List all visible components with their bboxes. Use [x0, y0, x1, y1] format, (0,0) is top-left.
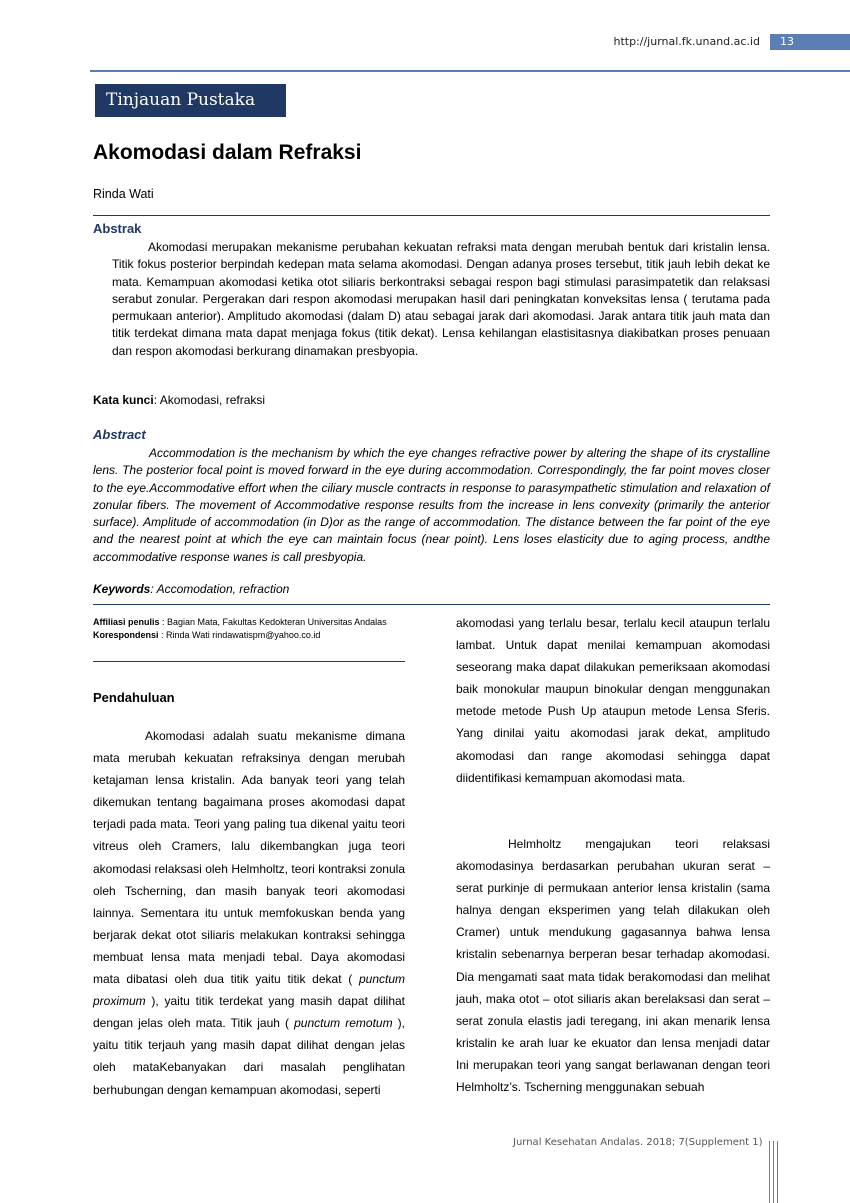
page-number: 13	[770, 34, 850, 50]
keywords-rule	[93, 604, 770, 605]
header-rule	[90, 70, 850, 72]
abstract-heading: Abstract	[93, 427, 146, 442]
pendahuluan-heading: Pendahuluan	[93, 690, 175, 705]
abstract-body	[93, 445, 770, 566]
affiliation-value: : Bagian Mata, Fakultas Kedokteran Universitas Andalas	[159, 617, 387, 627]
keywords-label: Keywords	[93, 582, 151, 596]
abstrak-heading: Abstrak	[93, 221, 142, 236]
paragraph-text: Akomodasi adalah suatu mekanisme dimana mata merubah kekuatan refraksinya dengan merubah ketajaman lensa kristalin. Ada banyak teori yang telah dikemukan tentang bagaimana proses akomodasi dapat terjadi pada mata. Teori yang paling tua dikenal yaitu teori vitreus oleh Cramers, lalu dikembangkan juga teori akomodasi relaksasi oleh Helmholtz, teori kontraksi zonula oleh Tscherning, dan masih banyak teori akomodasi lainnya. Sementara itu untuk memfokuskan benda yang berjarak dekat otot siliaris melakukan kontraksi sehingga membuat lensa mata menjadi tebal. Daya akomodasi mata dibatasi oleh dua titik yaitu titik dekat (	[93, 729, 405, 987]
paragraph-text: Helmholtz mengajukan teori relaksasi akomodasinya berdasarkan perubahan ukuran serat – serat purkinje di permukaan anterior lensa kristalin (sama halnya dengan eksperimen yang telah dilakukan oleh Cramer) untuk mendukung gagasannya bahwa lensa kristalin sebenarnya berperan besar terhadap akomodasi. Dia mengamati saat mata tidak berakomodasi dan melihat jauh, maka otot – otot siliaris akan berelaksasi dan serat – serat zonula elastis jadi teregang, ini akan menarik lensa kristalin ke arah luar ke ekuator dan lensa menjadi datar Ini merupakan teori yang sangat berlawanan dengan teori Helmholtz’s. Tscherning menggunakan sebuah	[456, 837, 770, 1095]
footer-line	[777, 1141, 778, 1203]
italic-term: punctum proximum	[93, 972, 405, 1009]
kata-kunci	[93, 393, 265, 407]
affiliation-label: Affiliasi penulis	[93, 617, 160, 627]
abstract-text: Accommodation is the mechanism by which the eye changes refractive power by altering the shape of its crystalline lens. The posterior focal point is moved forward in the eye during accommodation. Correspondingly, the far point moves closer to the eye.Accommodative effort when the ciliary muscle contracts in response to parasympathetic stimulation and relaxation of zonular fibers. The movement of Accommodative response results from the increase in lens convexity (primarily the anterior surface). Amplitude of accommodation (in D)or as the range of accommodation. The distance between the far point of the eye and the nearest point at which the eye can maintain focus (near point). Lens loses elasticity due to aging process, andthe accommodative response wanes is call presbyopia.	[93, 446, 770, 564]
paragraph-text: ), yaitu titik terdekat yang masih dapat dilihat dengan jelas oleh mata. Titik jauh (	[93, 994, 405, 1031]
kata-kunci-value: : Akomodasi, refraksi	[153, 393, 266, 407]
journal-url[interactable]: http://jurnal.fk.unand.ac.id	[613, 35, 760, 48]
kata-kunci-label: Kata kunci	[93, 393, 154, 407]
keywords	[93, 582, 289, 596]
correspondence-value: : Rinda Wati rindawatispm@yahoo.co.id	[158, 630, 321, 640]
footer-line	[773, 1141, 774, 1203]
paragraph-text: ), yaitu titik terjauh yang masih dapat dilihat dengan jelas oleh mataKebanyakan dari masalah penglihatan berhubungan dengan kemampuan akomodasi, seperti	[93, 1016, 406, 1097]
keywords-value: : Accomodation, refraction	[150, 582, 290, 596]
body-column-left	[93, 725, 405, 1101]
footer-line	[769, 1141, 770, 1203]
correspondence-line	[93, 629, 405, 642]
affiliation-block	[93, 616, 405, 642]
abstrak-text: Akomodasi merupakan mekanisme perubahan kekuatan refraksi mata dengan merubah bentuk dari kristalin lensa. Titik fokus posterior berpindah kedepan mata selama akomodasi. Dengan adanya proses tersebut, titik jauh lebih dekat ke mata. Kemampuan akomodasi ketika otot siliaris berkontraksi sebagai respon bagi stimulasi parasimpatetik dan relaksasi serabut zonular. Pergerakan dari respon akomodasi merupakan hasil dari peningkatan konveksitas lensa ( terutama pada permukaan anterior). Amplitudo akomodasi (dalam D) atau sebagai jarak dari akomodasi. Jarak antara titik jauh mata dan titik terdekat dimana mata dapat menjaga fokus (titik dekat). Lensa kehilangan elastisitasnya diakibatkan proses penuaan dan respon akomodasi berkurang dinamakan presbyopia.	[112, 240, 770, 358]
italic-term: punctum remotum	[294, 1016, 393, 1031]
footer-citation: Jurnal Kesehatan Andalas. 2018; 7(Supplement 1)	[513, 1137, 763, 1148]
correspondence-label: Korespondensi	[93, 630, 159, 640]
section-tag: Tinjauan Pustaka	[95, 84, 286, 117]
abstrak-body	[112, 239, 770, 360]
article-title: Akomodasi dalam Refraksi	[93, 141, 362, 164]
body-column-right-p1: akomodasi yang terlalu besar, terlalu kecil ataupun terlalu lambat. Untuk dapat menilai kemampuan akomodasi seseorang maka dapat dilakukan pemeriksaan akomodasi baik monokular maupun binokular dengan menggunakan metode metode Push Up ataupun metode Lensa Sferis. Yang dinilai yaitu akomodasi jarak dekat, amplitudo akomodasi dan range akomodasi sehingga dapat diidentifikasi kemampuan akomodasi mata.	[456, 616, 770, 785]
author-rule	[93, 215, 770, 216]
affiliation-rule	[93, 661, 405, 662]
affiliation-line	[93, 616, 405, 629]
author-name: Rinda Wati	[93, 187, 154, 201]
body-column-right-p2	[456, 833, 770, 1098]
